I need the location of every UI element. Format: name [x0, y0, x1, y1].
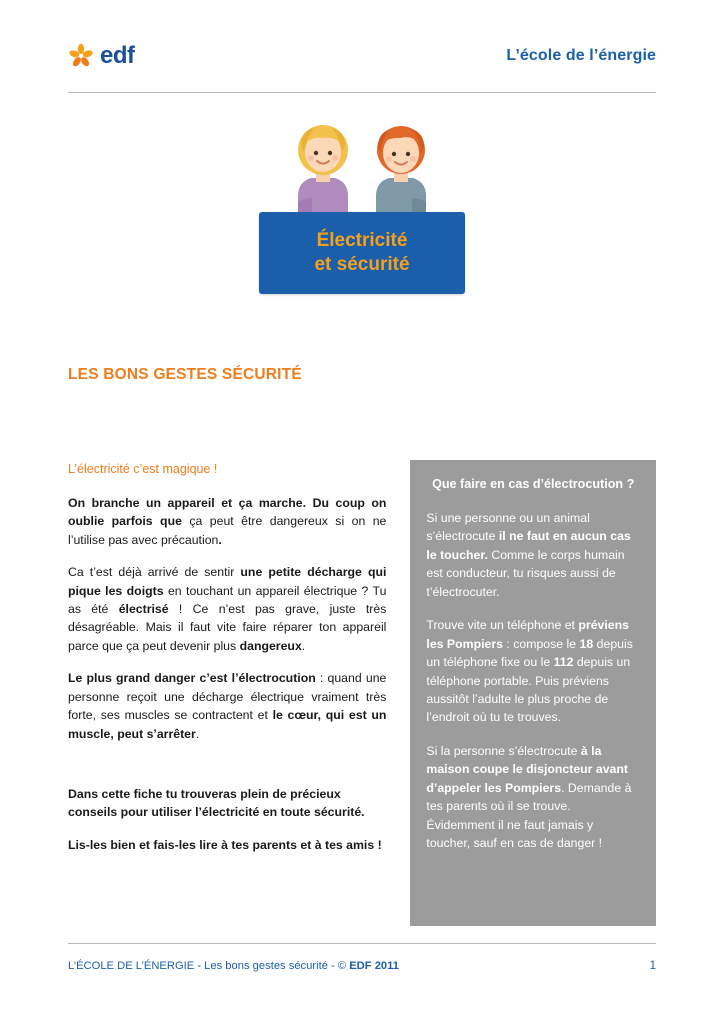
bold-run: On branche un appareil et ça marche. Du coup on oublie parfois que — [68, 495, 387, 529]
bold-run: 112 — [553, 655, 574, 670]
paragraph — [426, 742, 640, 853]
footer-text-bold: EDF 2011 — [349, 960, 399, 972]
title-banner — [259, 212, 465, 294]
lead-line: L’électricité c’est magique ! — [68, 462, 218, 476]
text-run: . — [301, 638, 306, 653]
bold-run: Dans cette fiche tu trouveras plein de précieux conseils pour utiliser l’électricité en toute sécurité. — [68, 787, 365, 820]
closing-paragraph — [68, 836, 386, 854]
header-divider — [68, 92, 656, 93]
page-number: 1 — [649, 960, 656, 972]
sidebar-panel — [410, 460, 656, 926]
paragraph — [426, 509, 640, 601]
header-title: L’école de l’énergie — [506, 47, 656, 64]
bold-run: électrisé — [118, 601, 169, 616]
edf-logo-text: edf — [100, 42, 135, 69]
closing-paragraph — [68, 785, 386, 822]
paragraph — [426, 616, 640, 727]
bold-run: Lis-les bien et fais-les lire à tes parents et à tes amis ! — [68, 837, 382, 852]
text-run: . — [195, 726, 200, 741]
paragraph — [68, 563, 386, 655]
text-run: ! Ce n’est pas grave, juste très désagréable. Mais il faut vite faire réparer ton appareil parce que ça peut devenir plus — [68, 601, 387, 653]
left-closing-paragraphs — [68, 785, 386, 854]
text-run: Si la personne s’électrocute — [426, 743, 581, 758]
text-run: Si une personne ou un animal s’électrocute — [426, 511, 590, 544]
bold-run: à la maison coupe le disjoncteur avant d’appeler les Pompiers — [426, 743, 628, 795]
page-footer — [68, 960, 656, 972]
left-text-column — [68, 460, 386, 868]
left-paragraphs — [68, 494, 386, 743]
bold-run: préviens les Pompiers — [426, 618, 629, 651]
text-run: en touchant un appareil électrique ? Tu as été — [68, 583, 387, 616]
text-run: depuis un téléphone fixe ou le — [426, 636, 633, 670]
text-run: Trouve vite un téléphone et — [426, 618, 579, 633]
edf-flower-icon — [68, 43, 94, 69]
sidebar-paragraphs — [426, 509, 640, 852]
text-run: : quand une personne reçoit une décharge électrique vraiment très forte, ses muscles se contractent et — [68, 671, 387, 723]
bold-run: 18 — [579, 636, 594, 651]
section-title: LES BONS GESTES SÉCURITÉ — [68, 366, 302, 383]
text-run: Ca t’est déjà arrivé de sentir — [68, 565, 241, 580]
footer-text-plain: L’ÉCOLE DE L’ÉNERGIE - Les bons gestes sécurité - © — [68, 960, 350, 972]
text-run: depuis un téléphone portable. Puis préviens aussitôt l’adulte le plus proche de l’endroit où tu te trouves. — [426, 655, 631, 725]
bold-run: le cœur, qui est un muscle, peut s’arrêter — [68, 708, 387, 741]
bold-run: . — [218, 532, 222, 547]
text-run: : compose le — [502, 636, 580, 651]
paragraph — [68, 669, 386, 743]
footer-divider — [68, 943, 656, 944]
paragraph — [68, 494, 386, 549]
hero-illustration — [68, 120, 656, 300]
content-columns — [68, 460, 656, 926]
bold-run: une petite décharge qui pique les doigts — [68, 565, 387, 598]
banner-line-1: Électricité — [316, 230, 408, 252]
text-run: . Demande à tes parents où il se trouve. Évidemment il ne faut jamais y toucher, sauf en cas de danger ! — [426, 780, 632, 850]
footer-text — [68, 960, 399, 972]
bold-run: il ne faut en aucun cas le toucher. — [426, 529, 631, 562]
text-run: ça peut être dangereux si on ne l’utilise pas avec précaution — [68, 514, 387, 547]
text-run: Comme le corps humain est conducteur, tu risques aussi de t’électrocuter. — [426, 547, 625, 599]
page-header — [68, 0, 656, 86]
bold-run: Le plus grand danger c’est l’électrocution — [68, 671, 316, 686]
sidebar-heading: Que faire en cas d’électrocution ? — [432, 477, 635, 491]
bold-run: dangereux — [239, 638, 302, 653]
banner-line-2: et sécurité — [314, 254, 410, 275]
edf-logo — [68, 42, 135, 70]
